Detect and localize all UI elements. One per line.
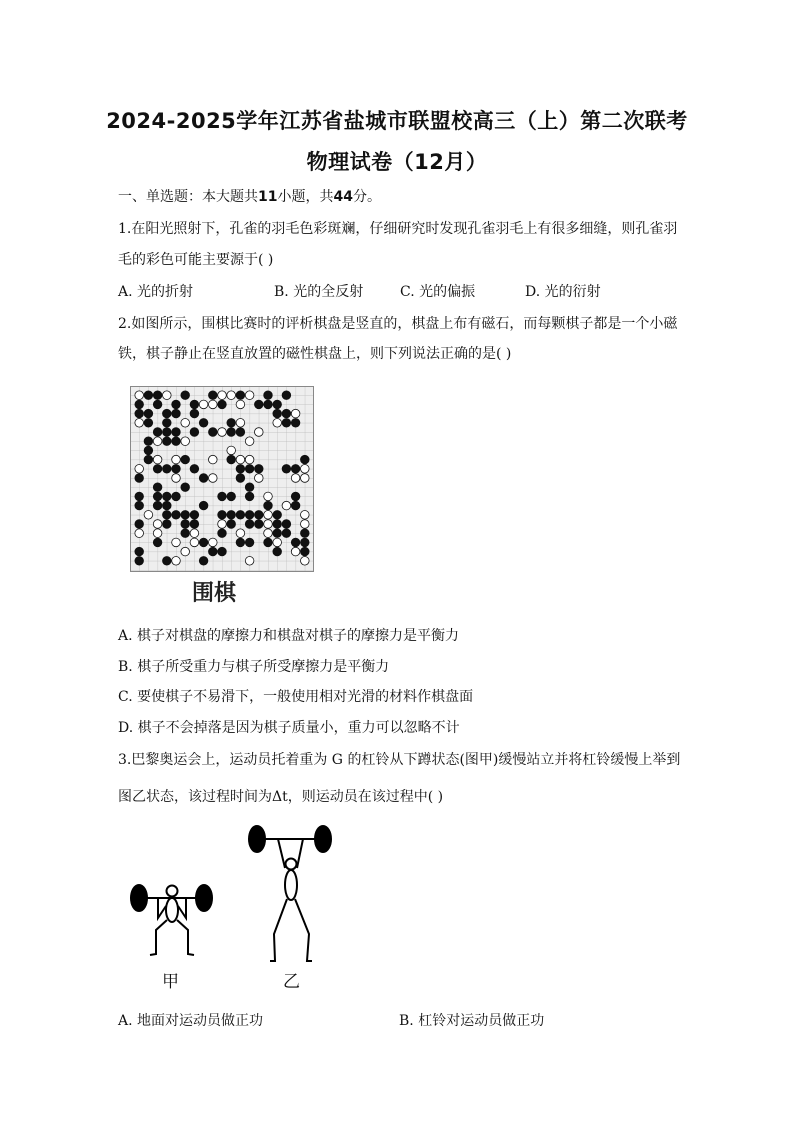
go-board-caption: 围棋: [192, 581, 237, 606]
black-stone: [218, 547, 227, 556]
white-stone: [135, 529, 144, 538]
black-stone: [172, 437, 181, 446]
white-stone: [264, 492, 273, 501]
black-stone: [245, 465, 254, 474]
q2-stem-line2: 铁，棋子静止在竖直放置的磁性棋盘上，则下列说法正确的是( ): [118, 346, 512, 362]
black-stone: [172, 409, 181, 418]
black-stone: [236, 511, 245, 520]
black-stone: [273, 529, 282, 538]
white-stone: [209, 400, 218, 409]
black-stone: [273, 520, 282, 529]
black-stone: [291, 419, 300, 428]
black-stone: [245, 483, 254, 492]
black-stone: [190, 511, 199, 520]
standing-lifter: [249, 826, 331, 961]
black-stone: [144, 455, 153, 464]
white-stone: [236, 455, 245, 464]
white-stone: [255, 428, 264, 437]
white-stone: [153, 455, 162, 464]
black-stone: [291, 465, 300, 474]
black-stone: [181, 520, 190, 529]
black-stone: [135, 547, 144, 556]
q3-stem-line1: 3.巴黎奥运会上，运动员托着重为 G 的杠铃从下蹲状态(图甲)缓慢站立并将杠铃缓慢上举到: [118, 752, 681, 768]
black-stone: [264, 538, 273, 547]
black-stone: [144, 391, 153, 400]
white-stone: [273, 419, 282, 428]
q3-option-a: A. 地面对运动员做正功: [118, 1013, 264, 1029]
black-stone: [144, 409, 153, 418]
black-stone: [227, 520, 236, 529]
black-stone: [264, 400, 273, 409]
white-stone: [135, 465, 144, 474]
black-stone: [144, 446, 153, 455]
figure-label-yi: 乙: [283, 972, 300, 992]
white-stone: [264, 529, 273, 538]
black-stone: [163, 465, 172, 474]
black-stone: [135, 492, 144, 501]
black-stone: [282, 529, 291, 538]
white-stone: [153, 520, 162, 529]
white-stone: [245, 455, 254, 464]
section-score: 44: [333, 189, 353, 205]
black-stone: [181, 391, 190, 400]
white-stone: [301, 474, 310, 483]
white-stone: [236, 529, 245, 538]
black-stone: [190, 409, 199, 418]
black-stone: [291, 538, 300, 547]
black-stone: [153, 465, 162, 474]
exam-title: 2024-2025学年江苏省盐城市联盟校高三（上）第二次联考: [106, 109, 688, 133]
black-stone: [255, 511, 264, 520]
section-suffix: 分。: [352, 189, 381, 205]
black-stone: [163, 501, 172, 510]
section-count: 11: [258, 189, 278, 205]
black-stone: [199, 557, 208, 566]
white-stone: [153, 529, 162, 538]
black-stone: [181, 483, 190, 492]
white-stone: [255, 474, 264, 483]
q1-option-d: D. 光的衍射: [525, 284, 601, 300]
white-stone: [209, 538, 218, 547]
section-prefix: 一、单选题：本大题共: [118, 189, 258, 205]
black-stone: [190, 465, 199, 474]
q1-stem-line2: 毛的彩色可能主要源于( ): [118, 252, 274, 268]
black-stone: [153, 483, 162, 492]
black-stone: [181, 529, 190, 538]
white-stone: [264, 511, 273, 520]
white-stone: [264, 520, 273, 529]
black-stone: [227, 455, 236, 464]
black-stone: [172, 428, 181, 437]
white-stone: [144, 511, 153, 520]
black-stone: [273, 409, 282, 418]
black-stone: [245, 538, 254, 547]
q2-option-a: A. 棋子对棋盘的摩擦力和棋盘对棋子的摩擦力是平衡力: [118, 628, 460, 644]
black-stone: [199, 501, 208, 510]
white-stone: [218, 391, 227, 400]
black-stone: [255, 520, 264, 529]
black-stone: [153, 492, 162, 501]
black-stone: [172, 511, 181, 520]
black-stone: [273, 511, 282, 520]
q2-option-b: B. 棋子所受重力与棋子所受摩擦力是平衡力: [118, 659, 390, 675]
black-stone: [153, 538, 162, 547]
white-stone: [218, 428, 227, 437]
black-stone: [144, 419, 153, 428]
black-stone: [301, 455, 310, 464]
section-middle: 小题，共: [277, 189, 334, 205]
white-stone: [199, 400, 208, 409]
white-stone: [236, 419, 245, 428]
black-stone: [153, 428, 162, 437]
white-stone: [181, 547, 190, 556]
q1-option-c: C. 光的偏振: [400, 284, 476, 300]
black-stone: [153, 391, 162, 400]
black-stone: [153, 400, 162, 409]
black-stone: [144, 437, 153, 446]
q1-option-a: A. 光的折射: [118, 284, 194, 300]
white-stone: [181, 437, 190, 446]
black-stone: [264, 391, 273, 400]
black-stone: [282, 409, 291, 418]
black-stone: [255, 465, 264, 474]
white-stone: [282, 501, 291, 510]
black-stone: [291, 501, 300, 510]
black-stone: [135, 474, 144, 483]
black-stone: [209, 391, 218, 400]
white-stone: [301, 465, 310, 474]
black-stone: [172, 492, 181, 501]
white-stone: [153, 437, 162, 446]
white-stone: [245, 391, 254, 400]
white-stone: [218, 520, 227, 529]
black-stone: [236, 391, 245, 400]
black-stone: [273, 547, 282, 556]
black-stone: [245, 492, 254, 501]
black-stone: [163, 409, 172, 418]
white-stone: [172, 474, 181, 483]
weightlifter-figure: [125, 822, 340, 997]
black-stone: [163, 557, 172, 566]
white-stone: [172, 455, 181, 464]
white-stone: [181, 419, 190, 428]
white-stone: [291, 474, 300, 483]
white-stone: [245, 557, 254, 566]
black-stone: [163, 520, 172, 529]
black-stone: [153, 501, 162, 510]
q2-stem-line1: 2.如图所示，围棋比赛时的评析棋盘是竖直的，棋盘上布有磁石，而每颗棋子都是一个小磁: [118, 316, 678, 332]
black-stone: [227, 492, 236, 501]
q1-stem-line1: 1.在阳光照射下，孔雀的羽毛色彩斑斓，仔细研究时发现孔雀羽毛上有很多细缝，则孔雀羽: [118, 221, 678, 237]
white-stone: [301, 557, 310, 566]
white-stone: [190, 538, 199, 547]
black-stone: [135, 557, 144, 566]
black-stone: [199, 474, 208, 483]
black-stone: [190, 520, 199, 529]
black-stone: [301, 529, 310, 538]
white-stone: [190, 529, 199, 538]
black-stone: [282, 419, 291, 428]
weightlifter-drawing: [125, 822, 340, 997]
black-stone: [209, 428, 218, 437]
black-stone: [282, 465, 291, 474]
white-stone: [291, 547, 300, 556]
white-stone: [163, 391, 172, 400]
go-board-figure: [130, 386, 314, 606]
black-stone: [227, 511, 236, 520]
black-stone: [172, 400, 181, 409]
black-stone: [245, 511, 254, 520]
black-stone: [236, 538, 245, 547]
white-stone: [172, 538, 181, 547]
section-heading: [118, 186, 381, 206]
black-stone: [181, 511, 190, 520]
figure-label-jia: 甲: [162, 972, 179, 992]
black-stone: [218, 529, 227, 538]
white-stone: [273, 538, 282, 547]
black-stone: [245, 520, 254, 529]
black-stone: [227, 419, 236, 428]
white-stone: [172, 557, 181, 566]
black-stone: [199, 538, 208, 547]
black-stone: [209, 547, 218, 556]
black-stone: [273, 400, 282, 409]
black-stone: [135, 400, 144, 409]
white-stone: [135, 391, 144, 400]
black-stone: [255, 400, 264, 409]
black-stone: [218, 492, 227, 501]
black-stone: [163, 511, 172, 520]
q3-option-b: B. 杠铃对运动员做正功: [399, 1013, 545, 1029]
black-stone: [236, 474, 245, 483]
q2-option-c: C. 要使棋子不易滑下，一般使用相对光滑的材料作棋盘面: [118, 689, 474, 705]
black-stone: [135, 501, 144, 510]
black-stone: [282, 520, 291, 529]
exam-subtitle: 物理试卷（12月）: [306, 150, 488, 174]
white-stone: [227, 446, 236, 455]
black-stone: [172, 465, 181, 474]
black-stone: [236, 428, 245, 437]
white-stone: [301, 511, 310, 520]
black-stone: [218, 400, 227, 409]
black-stone: [282, 391, 291, 400]
black-stone: [190, 400, 199, 409]
white-stone: [209, 455, 218, 464]
black-stone: [181, 455, 190, 464]
black-stone: [301, 538, 310, 547]
white-stone: [236, 400, 245, 409]
white-stone: [301, 520, 310, 529]
black-stone: [291, 492, 300, 501]
black-stone: [190, 428, 199, 437]
white-stone: [135, 419, 144, 428]
white-stone: [227, 391, 236, 400]
squat-lifter: [131, 885, 212, 955]
black-stone: [163, 419, 172, 428]
black-stone: [135, 520, 144, 529]
black-stone: [264, 501, 273, 510]
black-stone: [236, 465, 245, 474]
black-stone: [163, 437, 172, 446]
q3-stem-line2: 图乙状态，该过程时间为Δt，则运动员在该过程中( ): [118, 789, 444, 805]
white-stone: [209, 474, 218, 483]
q1-option-b: B. 光的全反射: [274, 284, 364, 300]
black-stone: [227, 428, 236, 437]
black-stone: [301, 547, 310, 556]
white-stone: [245, 437, 254, 446]
black-stone: [218, 511, 227, 520]
white-stone: [291, 409, 300, 418]
black-stone: [135, 409, 144, 418]
go-board: [130, 386, 314, 572]
black-stone: [163, 428, 172, 437]
black-stone: [163, 492, 172, 501]
q2-option-d: D. 棋子不会掉落是因为棋子质量小，重力可以忽略不计: [118, 720, 460, 736]
black-stone: [199, 419, 208, 428]
